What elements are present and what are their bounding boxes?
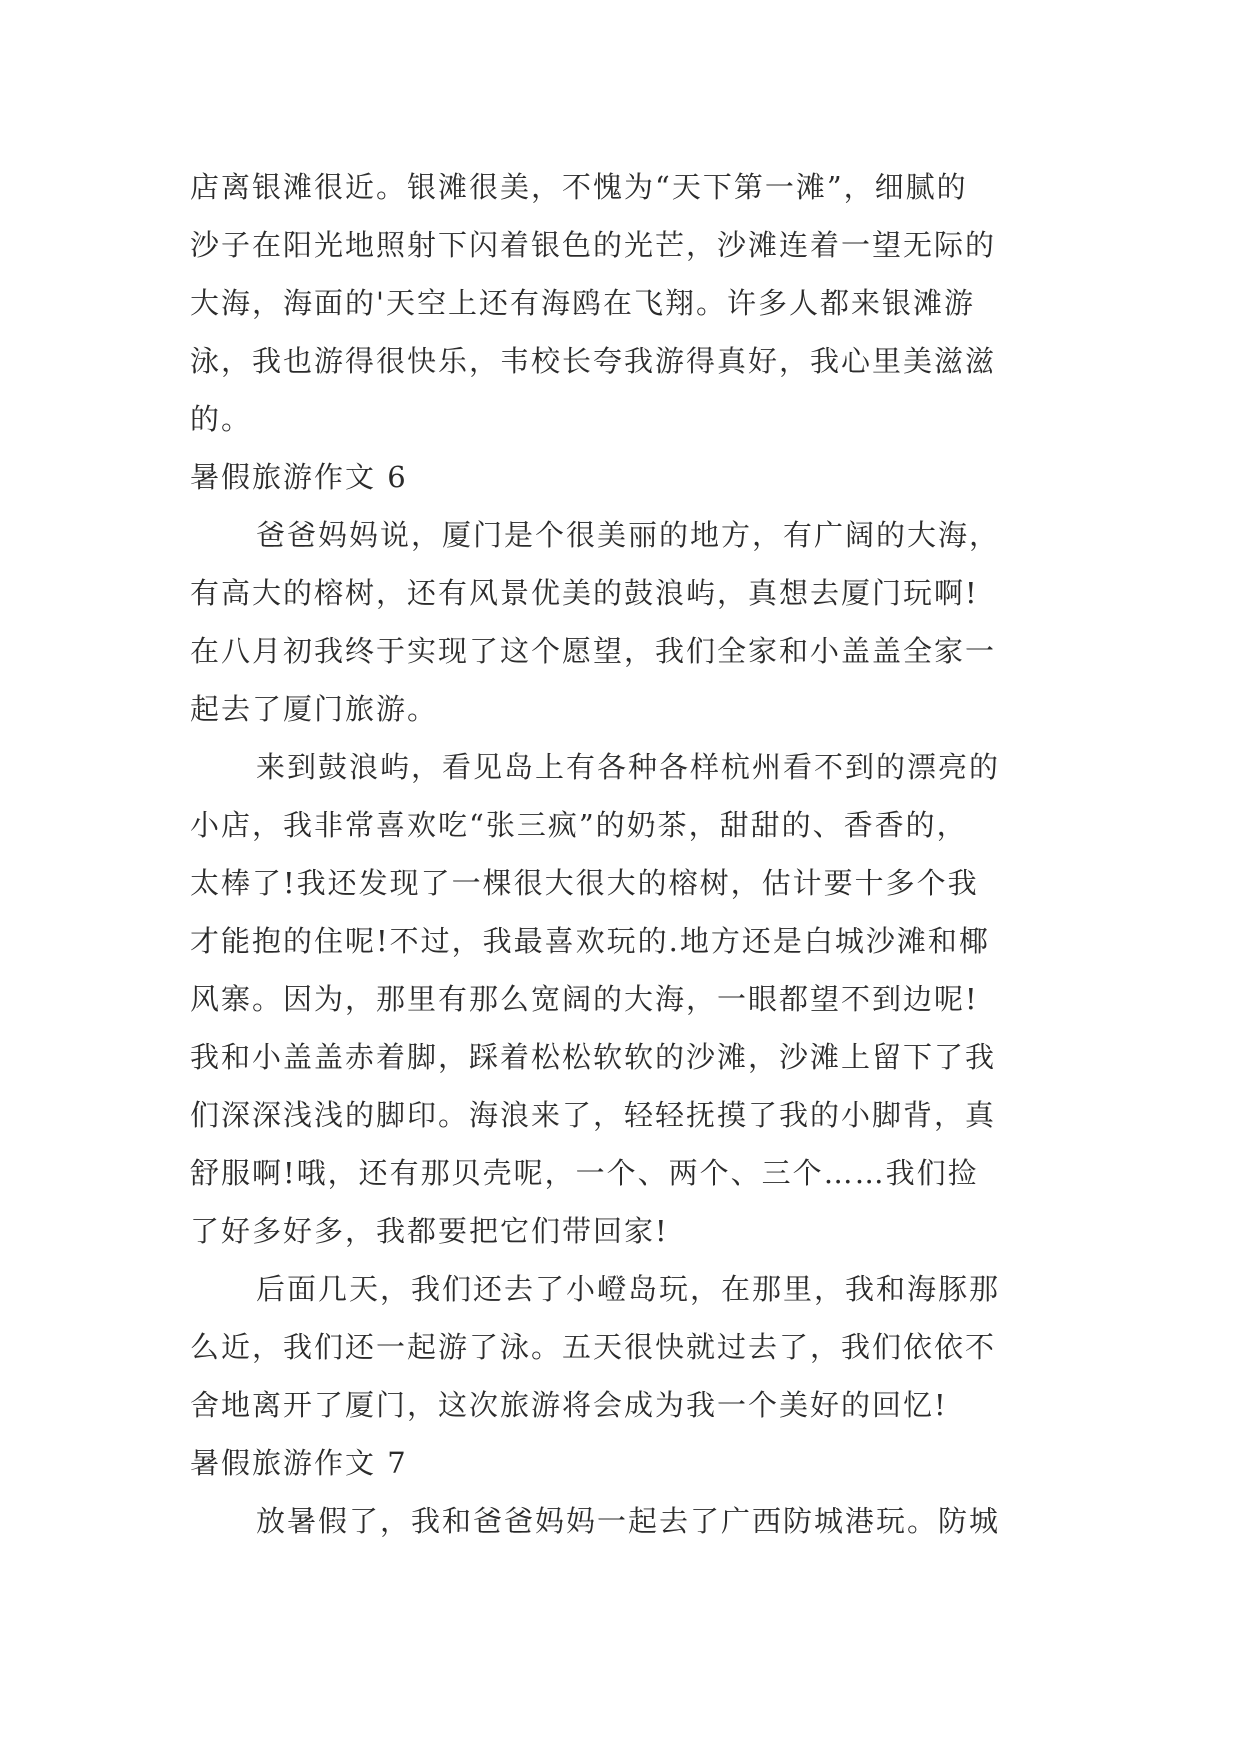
section-heading: 暑假旅游作文 7 bbox=[190, 1446, 408, 1480]
text-line: 沙子在阳光地照射下闪着银色的光芒，沙滩连着一望无际的 bbox=[190, 228, 997, 262]
paragraph-first-line: 爸爸妈妈说，厦门是个很美丽的地方，有广阔的大海， bbox=[256, 518, 1001, 552]
paragraph-first-line: 放暑假了，我和爸爸妈妈一起去了广西防城港玩。防城 bbox=[256, 1504, 1001, 1538]
text-line: 有高大的榕树，还有风景优美的鼓浪屿，真想去厦门玩啊! bbox=[190, 576, 979, 610]
text-line: 们深深浅浅的脚印。海浪来了，轻轻抚摸了我的小脚背，真 bbox=[190, 1098, 997, 1132]
text-line: 的。 bbox=[190, 402, 253, 436]
document-body bbox=[190, 158, 1050, 1550]
text-line: 起去了厦门旅游。 bbox=[190, 692, 439, 726]
text-line: 风寨。因为，那里有那么宽阔的大海，一眼都望不到边呢! bbox=[190, 982, 979, 1016]
text-line: 泳，我也游得很快乐，韦校长夸我游得真好，我心里美滋滋 bbox=[190, 344, 997, 378]
text-line: 才能抱的住呢!不过，我最喜欢玩的.地方还是白城沙滩和椰 bbox=[190, 924, 990, 958]
text-line: 店离银滩很近。银滩很美，不愧为“天下第一滩”，细腻的 bbox=[190, 170, 968, 204]
text-line: 我和小盖盖赤着脚，踩着松松软软的沙滩，沙滩上留下了我 bbox=[190, 1040, 997, 1074]
text-line: 舍地离开了厦门，这次旅游将会成为我一个美好的回忆! bbox=[190, 1388, 948, 1422]
text-line: 在八月初我终于实现了这个愿望，我们全家和小盖盖全家一 bbox=[190, 634, 997, 668]
section-heading: 暑假旅游作文 6 bbox=[190, 460, 408, 494]
text-line: 大海，海面的'天空上还有海鸥在飞翔。许多人都来银滩游 bbox=[190, 286, 975, 320]
paragraph-first-line: 来到鼓浪屿，看见岛上有各种各样杭州看不到的漂亮的 bbox=[256, 750, 1001, 784]
text-line: 了好多好多，我都要把它们带回家! bbox=[190, 1214, 669, 1248]
text-line: 小店，我非常喜欢吃“张三疯”的奶茶，甜甜的、香香的， bbox=[190, 808, 968, 842]
text-line: 舒服啊!哦，还有那贝壳呢，一个、两个、三个……我们捡 bbox=[190, 1156, 979, 1190]
text-line: 太棒了!我还发现了一棵很大很大的榕树，估计要十多个我 bbox=[190, 866, 979, 900]
text-line: 么近，我们还一起游了泳。五天很快就过去了，我们依依不 bbox=[190, 1330, 997, 1364]
paragraph-first-line: 后面几天，我们还去了小嶝岛玩，在那里，我和海豚那 bbox=[256, 1272, 1001, 1306]
